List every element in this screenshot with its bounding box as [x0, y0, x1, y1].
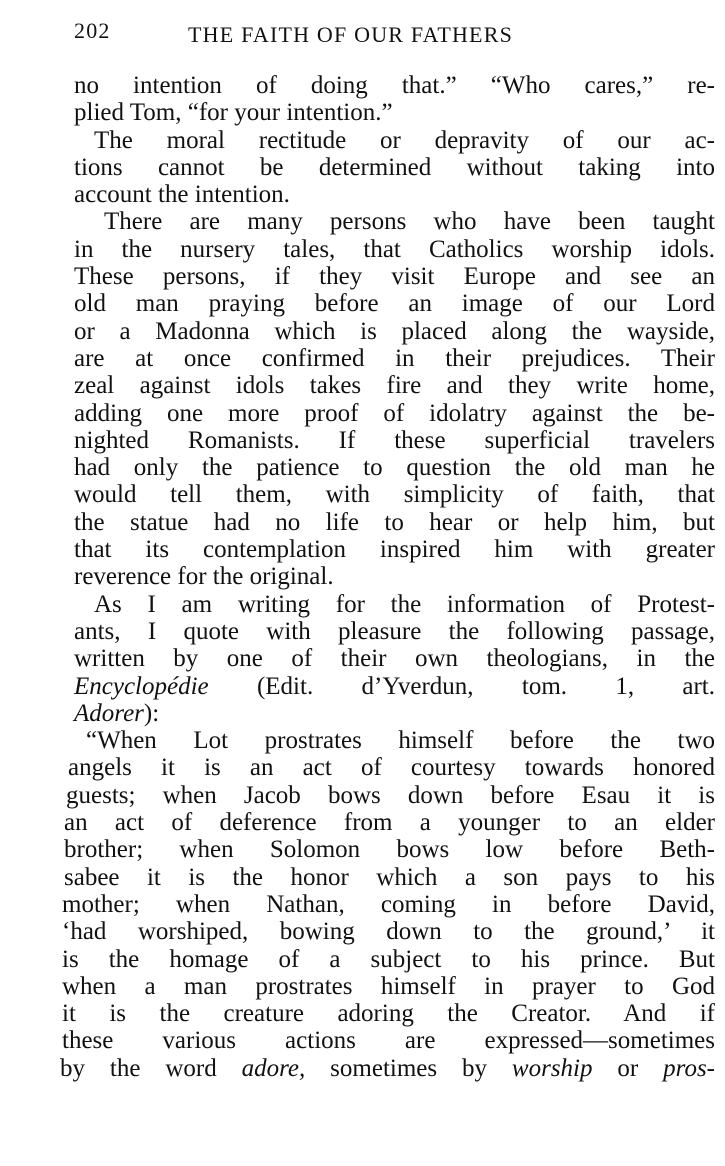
text-line: account the intention.	[74, 181, 290, 209]
citation-text: (Edit. d’Yverdun, tom. 1, art.	[208, 672, 715, 700]
text-line: reverence for the original.	[74, 563, 334, 591]
text-run: or	[592, 1054, 664, 1082]
text-line: There are many persons who have been taught	[104, 208, 715, 236]
work-title-encyclopedie: Encyclopédie	[74, 672, 209, 700]
quote-line: these various actions are expressed—sometimes	[62, 1027, 715, 1055]
text-line: are at once confirmed in their prejudices. Their	[74, 344, 715, 372]
text-line: plied Tom, “for your intention.”	[74, 99, 393, 127]
text-line: ants, I quote with pleasure the following passage,	[74, 617, 715, 645]
text-line: These persons, if they visit Europe and see an	[74, 263, 715, 291]
italic-word-pros: pros-	[663, 1054, 716, 1082]
text-line: The moral rectitude or depravity of our ac-	[94, 126, 715, 154]
text-line: had only the patience to question the old man he	[74, 454, 715, 482]
italic-word-adore: adore,	[241, 1054, 306, 1082]
text-line: tions cannot be determined without taking into	[74, 153, 715, 181]
text-line: or a Madonna which is placed along the wayside,	[74, 317, 715, 345]
quote-line: an act of deference from a younger to an elder	[64, 809, 715, 837]
quote-line: it is the creature adoring the Creator. And if	[62, 1000, 715, 1028]
text-line: in the nursery tales, that Catholics worship idols.	[74, 235, 715, 263]
text-line	[60, 700, 715, 727]
text-line: that its contemplation inspired him with greater	[74, 536, 715, 564]
page-number: 202	[74, 18, 111, 43]
quote-line	[60, 1055, 715, 1082]
article-title-adorer: Adorer	[74, 699, 144, 727]
text-line: As I am writing for the information of Protest-	[94, 590, 715, 618]
text-run: sometimes by	[305, 1054, 512, 1082]
text-line: nighted Romanists. If these superficial travelers	[74, 426, 715, 454]
citation-close: ):	[143, 699, 160, 727]
text-line: would tell them, with simplicity of faith, that	[74, 481, 715, 509]
quote-line: when a man prostrates himself in prayer to God	[62, 972, 715, 1000]
running-head	[74, 14, 714, 48]
quote-line: guests; when Jacob bows down before Esau it is	[66, 781, 715, 809]
text-line: written by one of their own theologians, in the	[74, 645, 715, 673]
body-text	[60, 72, 715, 1082]
text-line: old man praying before an image of our Lord	[74, 290, 715, 318]
quote-line: brother; when Solomon bows low before Beth-	[64, 836, 715, 864]
quote-line: ‘had worshiped, bowing down to the ground,’ it	[62, 918, 715, 946]
text-line: the statue had no life to hear or help him, but	[74, 508, 715, 536]
quote-line: sabee it is the honor which a son pays to his	[64, 863, 715, 891]
text-run: by the word	[60, 1054, 242, 1082]
quote-line: angels it is an act of courtesy towards honored	[68, 754, 715, 782]
italic-word-worship: worship	[511, 1054, 593, 1082]
text-line: zeal against idols takes fire and they write home,	[74, 372, 715, 400]
text-line: no intention of doing that.” “Who cares,” re-	[74, 72, 715, 99]
quote-line: is the homage of a subject to his prince. But	[62, 945, 715, 973]
text-line	[60, 673, 715, 700]
text-line: adding one more proof of idolatry against the be-	[74, 399, 715, 427]
running-title: THE FAITH OF OUR FATHERS	[188, 22, 514, 47]
quote-line: mother; when Nathan, coming in before David,	[62, 890, 715, 918]
quote-line: “When Lot prostrates himself before the two	[86, 727, 715, 755]
